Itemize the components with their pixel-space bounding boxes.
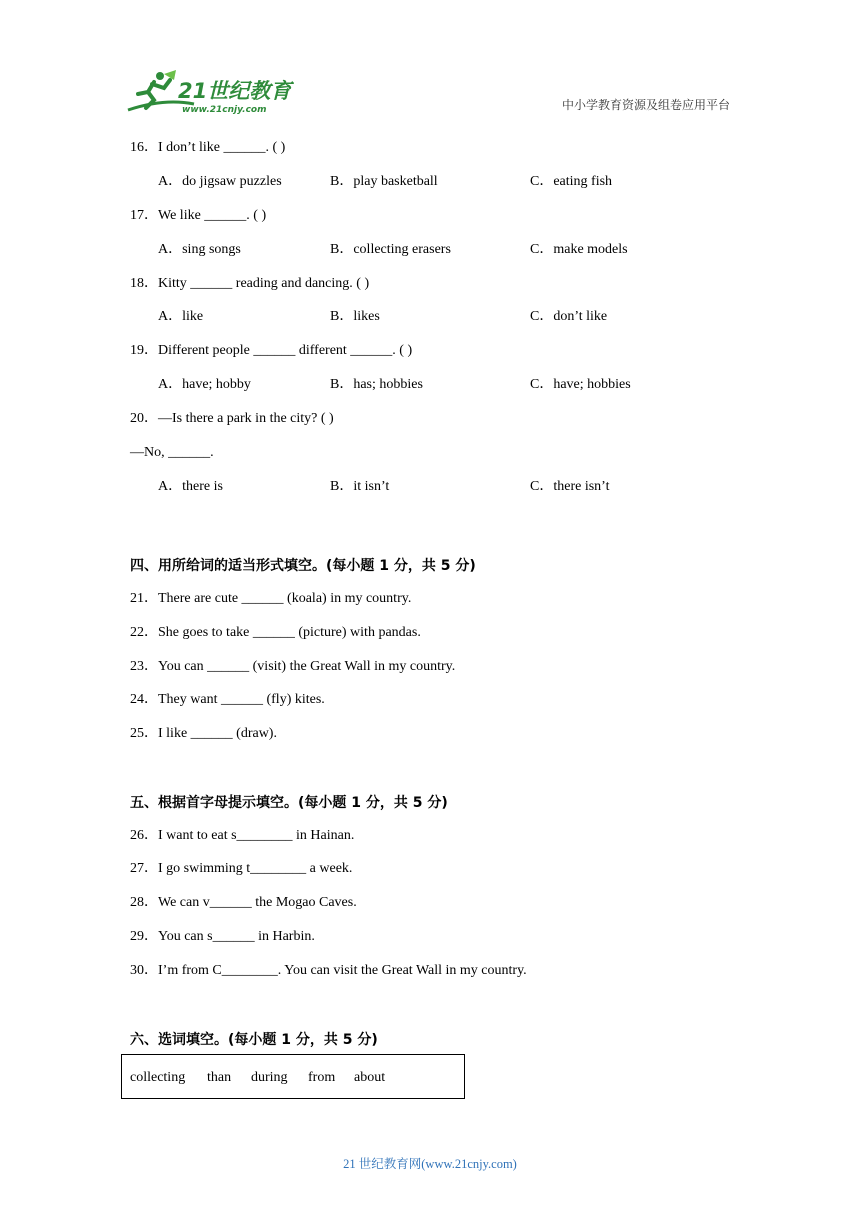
word-bank-box <box>121 1054 465 1099</box>
question-stem: 18．Kitty ______ reading and dancing. ( ) <box>130 276 370 291</box>
word-bank-item: during <box>251 1070 288 1085</box>
option-a: A．have; hobby <box>158 377 251 392</box>
section-4-title: 四、用所给词的适当形式填空。(每小题 1 分，共 5 分) <box>130 558 476 574</box>
brand-text: 21世纪教育 <box>178 79 292 103</box>
section-6-title: 六、选词填空。(每小题 1 分，共 5 分) <box>130 1032 378 1048</box>
option-b: B．play basketball <box>330 174 438 189</box>
section-5-title: 五、根据首字母提示填空。(每小题 1 分，共 5 分) <box>130 795 448 811</box>
option-c: C．there isn’t <box>530 479 610 494</box>
question-stem: 16．I don’t like ______. ( ) <box>130 140 286 155</box>
option-c: C．don’t like <box>530 309 608 324</box>
option-a: A．like <box>158 309 204 324</box>
answer-line: —No, ______. <box>130 445 214 460</box>
option-b: B．likes <box>330 309 380 324</box>
fill-item: 21．There are cute ______ (koala) in my country. <box>130 591 412 606</box>
brand-url: www.21cnjy.com <box>182 105 267 114</box>
option-b: B．collecting erasers <box>330 242 451 257</box>
question-stem: 20．—Is there a park in the city? ( ) <box>130 411 334 426</box>
fill-item: 23．You can ______ (visit) the Great Wall in my country. <box>130 659 456 674</box>
option-a: A．there is <box>158 479 223 494</box>
option-c: C．have; hobbies <box>530 377 631 392</box>
fill-item: 24．They want ______ (fly) kites. <box>130 692 325 707</box>
fill-item: 30．I’m from C________. You can visit the Great Wall in my country. <box>130 963 527 978</box>
word-bank-item: than <box>207 1070 232 1085</box>
logo <box>124 70 294 114</box>
platform-label: 中小学教育资源及组卷应用平台 <box>561 98 730 112</box>
option-a: A．sing songs <box>158 242 241 257</box>
option-c: C．make models <box>530 242 628 257</box>
question-stem: 17．We like ______. ( ) <box>130 208 267 223</box>
runner-logo-icon <box>124 70 294 114</box>
option-c: C．eating fish <box>530 174 613 189</box>
word-bank-item: from <box>308 1070 336 1085</box>
option-b: B．it isn’t <box>330 479 390 494</box>
fill-item: 25．I like ______ (draw). <box>130 726 277 741</box>
option-a: A．do jigsaw puzzles <box>158 174 282 189</box>
fill-item: 27．I go swimming t________ a week. <box>130 861 353 876</box>
word-bank-item: about <box>354 1070 386 1085</box>
fill-item: 28．We can v______ the Mogao Caves. <box>130 895 357 910</box>
question-stem: 19．Different people ______ different ______. ( ) <box>130 343 413 358</box>
fill-item: 22．She goes to take ______ (picture) with pandas. <box>130 625 421 640</box>
footer-link[interactable]: 21 世纪教育网(www.21cnjy.com) <box>343 1157 517 1171</box>
option-b: B．has; hobbies <box>330 377 423 392</box>
fill-item: 26．I want to eat s________ in Hainan. <box>130 828 355 843</box>
fill-item: 29．You can s______ in Harbin. <box>130 929 315 944</box>
word-bank-item: collecting <box>130 1070 186 1085</box>
